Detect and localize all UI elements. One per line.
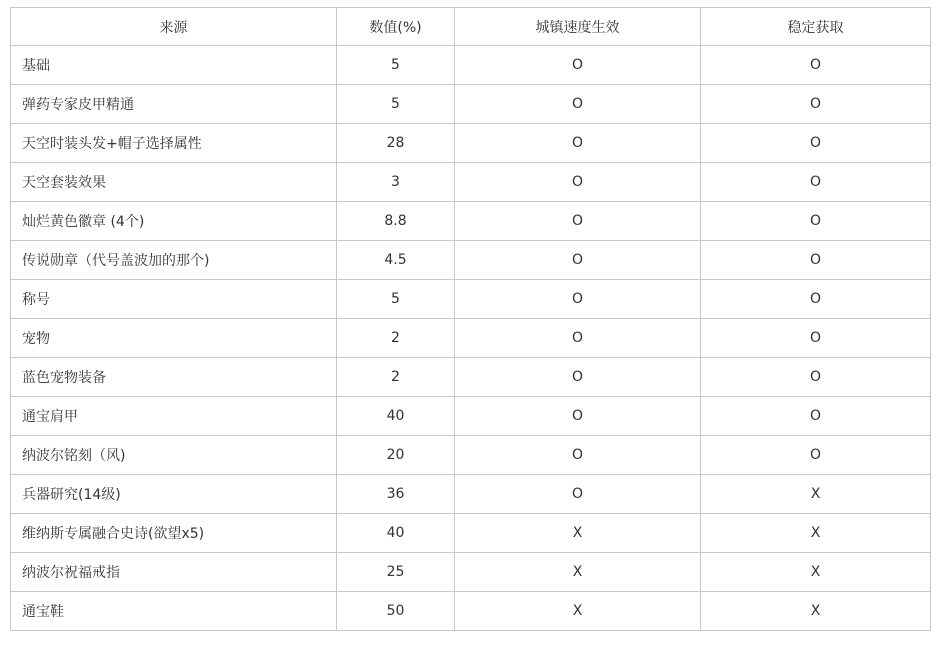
- cell-source: 天空套装效果: [11, 163, 337, 202]
- cell-town: O: [455, 280, 701, 319]
- cell-value: 4.5: [337, 241, 455, 280]
- cell-town: X: [455, 592, 701, 631]
- header-row: [11, 8, 931, 46]
- cell-town: X: [455, 514, 701, 553]
- cell-source: 维纳斯专属融合史诗(欲望x5): [11, 514, 337, 553]
- table-container: [10, 7, 931, 631]
- table-row: [11, 358, 931, 397]
- cell-town: O: [455, 124, 701, 163]
- table-row: [11, 241, 931, 280]
- cell-stable: X: [701, 592, 931, 631]
- header-stable: 稳定获取: [701, 8, 931, 46]
- data-table: [10, 7, 931, 631]
- table-row: [11, 85, 931, 124]
- cell-town: O: [455, 163, 701, 202]
- cell-stable: O: [701, 46, 931, 85]
- header-source: 来源: [11, 8, 337, 46]
- cell-value: 25: [337, 553, 455, 592]
- cell-town: O: [455, 397, 701, 436]
- cell-town: O: [455, 358, 701, 397]
- cell-town: O: [455, 319, 701, 358]
- cell-town: O: [455, 436, 701, 475]
- cell-value: 28: [337, 124, 455, 163]
- cell-value: 5: [337, 280, 455, 319]
- cell-value: 5: [337, 46, 455, 85]
- cell-town: O: [455, 85, 701, 124]
- table-row: [11, 163, 931, 202]
- cell-town: O: [455, 202, 701, 241]
- table-row: [11, 514, 931, 553]
- cell-value: 20: [337, 436, 455, 475]
- table-row: [11, 592, 931, 631]
- header-town-speed: 城镇速度生效: [455, 8, 701, 46]
- cell-value: 50: [337, 592, 455, 631]
- table-row: [11, 397, 931, 436]
- table-row: [11, 46, 931, 85]
- cell-value: 8.8: [337, 202, 455, 241]
- cell-stable: X: [701, 514, 931, 553]
- cell-stable: O: [701, 163, 931, 202]
- cell-value: 36: [337, 475, 455, 514]
- cell-stable: O: [701, 85, 931, 124]
- cell-source: 弹药专家皮甲精通: [11, 85, 337, 124]
- table-row: [11, 280, 931, 319]
- table-row: [11, 319, 931, 358]
- cell-value: 2: [337, 319, 455, 358]
- table-row: [11, 124, 931, 163]
- cell-value: 2: [337, 358, 455, 397]
- cell-stable: O: [701, 202, 931, 241]
- table-header: [11, 8, 931, 46]
- cell-source: 纳波尔铭刻（风): [11, 436, 337, 475]
- cell-source: 纳波尔祝福戒指: [11, 553, 337, 592]
- cell-value: 40: [337, 397, 455, 436]
- cell-source: 通宝鞋: [11, 592, 337, 631]
- cell-source: 基础: [11, 46, 337, 85]
- cell-value: 3: [337, 163, 455, 202]
- cell-source: 天空时装头发+帽子选择属性: [11, 124, 337, 163]
- cell-town: O: [455, 241, 701, 280]
- cell-stable: O: [701, 397, 931, 436]
- cell-stable: O: [701, 319, 931, 358]
- cell-stable: X: [701, 553, 931, 592]
- cell-stable: O: [701, 358, 931, 397]
- table-row: [11, 475, 931, 514]
- cell-stable: O: [701, 124, 931, 163]
- cell-value: 40: [337, 514, 455, 553]
- table-row: [11, 202, 931, 241]
- table-body: [11, 46, 931, 631]
- cell-value: 5: [337, 85, 455, 124]
- cell-town: O: [455, 46, 701, 85]
- header-value: 数值(%): [337, 8, 455, 46]
- cell-source: 蓝色宠物装备: [11, 358, 337, 397]
- cell-stable: O: [701, 241, 931, 280]
- cell-source: 灿烂黄色徽章 (4个): [11, 202, 337, 241]
- table-row: [11, 436, 931, 475]
- cell-source: 称号: [11, 280, 337, 319]
- cell-source: 通宝肩甲: [11, 397, 337, 436]
- cell-town: O: [455, 475, 701, 514]
- cell-source: 宠物: [11, 319, 337, 358]
- cell-source: 传说勋章（代号盖波加的那个): [11, 241, 337, 280]
- table-row: [11, 553, 931, 592]
- cell-town: X: [455, 553, 701, 592]
- cell-source: 兵器研究(14级): [11, 475, 337, 514]
- cell-stable: O: [701, 280, 931, 319]
- cell-stable: X: [701, 475, 931, 514]
- cell-stable: O: [701, 436, 931, 475]
